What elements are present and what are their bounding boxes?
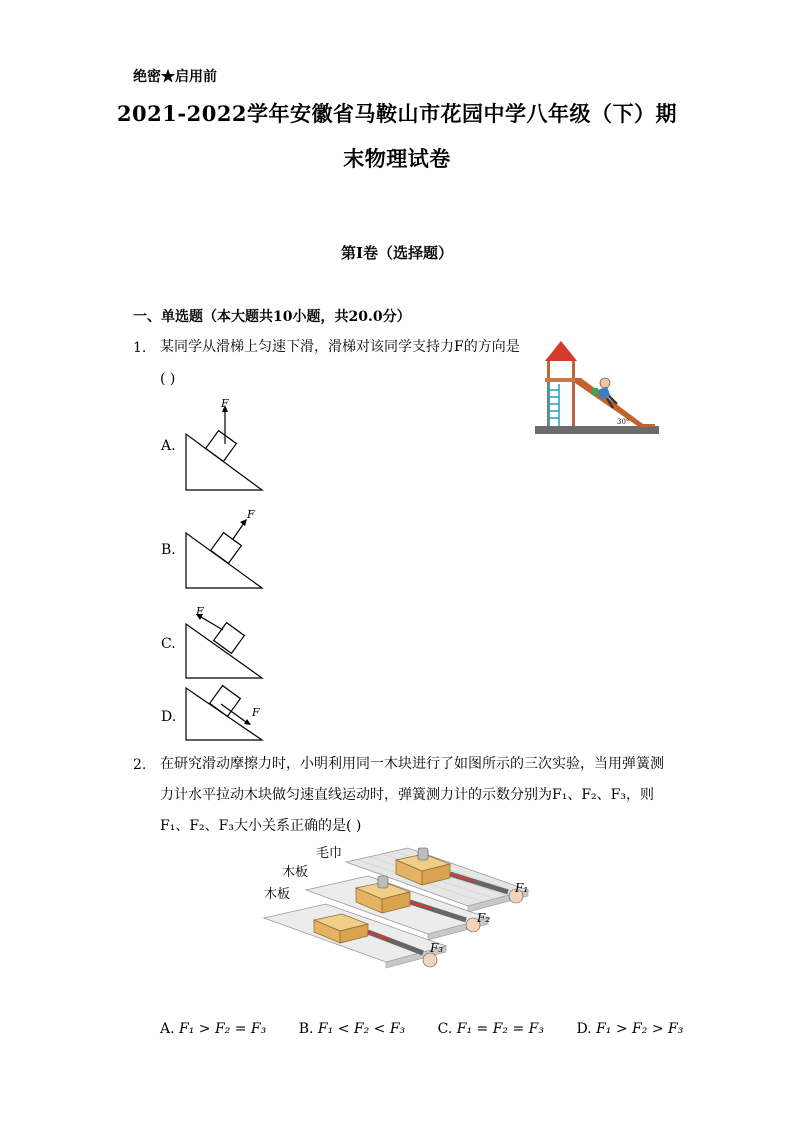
q2-option-a-label: A. (160, 1021, 175, 1037)
secret-label: 绝密★启用前 (133, 69, 217, 85)
q1-option-a-label[interactable]: A. (161, 438, 176, 454)
q1-option-a-figure (184, 398, 266, 492)
force-arrow (233, 523, 244, 539)
q2-option-a[interactable] (160, 1021, 266, 1037)
q1-option-c-label[interactable]: C. (161, 636, 176, 652)
q1-option-d-label[interactable]: D. (161, 709, 177, 725)
q2-option-c[interactable] (438, 1021, 544, 1037)
friction-experiment-figure (258, 840, 543, 980)
force-f3-label: F₃ (430, 941, 444, 955)
q2-option-b-label: B. (298, 1021, 314, 1037)
q2-option-b[interactable] (299, 1021, 405, 1037)
q2-option-d-label: D. (576, 1021, 592, 1037)
ladder (549, 384, 559, 426)
section-heading: 一、单选题（本大题共10小题，共20.0分） (133, 309, 411, 325)
tower-roof (545, 341, 577, 361)
q2-option-a-expr: F₁ > F₂ = F₃ (179, 1021, 267, 1037)
tower-post-right (572, 361, 575, 426)
force-label: F (247, 508, 255, 521)
exam-title-line1: 2021-2022学年安徽省马鞍山市花园中学八年级（下）期 (116, 101, 678, 126)
slide-angle-label: 30° (617, 418, 630, 426)
block (211, 533, 242, 564)
force-label: F (252, 706, 260, 719)
question-1-text-line2: ( ) (160, 371, 176, 387)
question-2-text-line2: 力计水平拉动木块做匀速直线运动时，弹簧测力计的示数分别为F₁、F₂、F₃，则 (160, 787, 654, 803)
part-title: 第I卷（选择题） (340, 244, 454, 262)
force-f1-label: F₁ (515, 881, 529, 895)
question-2-text-line1: 在研究滑动摩擦力时，小明利用同一木块进行了如图所示的三次实验，当用弹簧测 (160, 756, 664, 772)
q1-option-b-label[interactable]: B. (161, 542, 176, 558)
force-label: F (221, 398, 229, 410)
q2-option-c-expr: F₁ = F₂ = F₃ (456, 1021, 544, 1037)
force-label: F (196, 605, 204, 618)
question-2-text-line3: F₁、F₂、F₃大小关系正确的是( ) (160, 818, 362, 834)
q1-option-d-figure (184, 682, 266, 744)
q2-option-d-expr: F₁ > F₂ > F₃ (596, 1021, 684, 1037)
force-arrow (201, 617, 223, 630)
q2-options (160, 1021, 711, 1037)
exam-title-line2: 末物理试卷 (343, 146, 451, 171)
force-f2-label: F₂ (477, 911, 491, 925)
q2-option-c-label: C. (437, 1021, 453, 1037)
question-1-number: 1. (133, 340, 147, 356)
slide-figure (535, 338, 661, 438)
block (210, 686, 241, 717)
tower-platform (545, 378, 579, 382)
q2-option-d[interactable] (576, 1021, 683, 1037)
surface-label-towel: 毛巾 (316, 846, 343, 861)
block (206, 431, 237, 462)
surface-label-wood-1: 木板 (282, 865, 309, 880)
force-arrowhead (240, 519, 247, 526)
question-1-text-line1: 某同学从滑梯上匀速下滑，滑梯对该同学支持力F的方向是 (160, 339, 520, 355)
q1-option-c-figure (184, 604, 266, 682)
question-2-number: 2. (133, 757, 147, 773)
ground (535, 426, 659, 434)
q1-option-b-figure (184, 508, 266, 594)
surface-label-wood-2: 木板 (264, 887, 291, 902)
q2-option-b-expr: F₁ < F₂ < F₃ (317, 1021, 406, 1037)
